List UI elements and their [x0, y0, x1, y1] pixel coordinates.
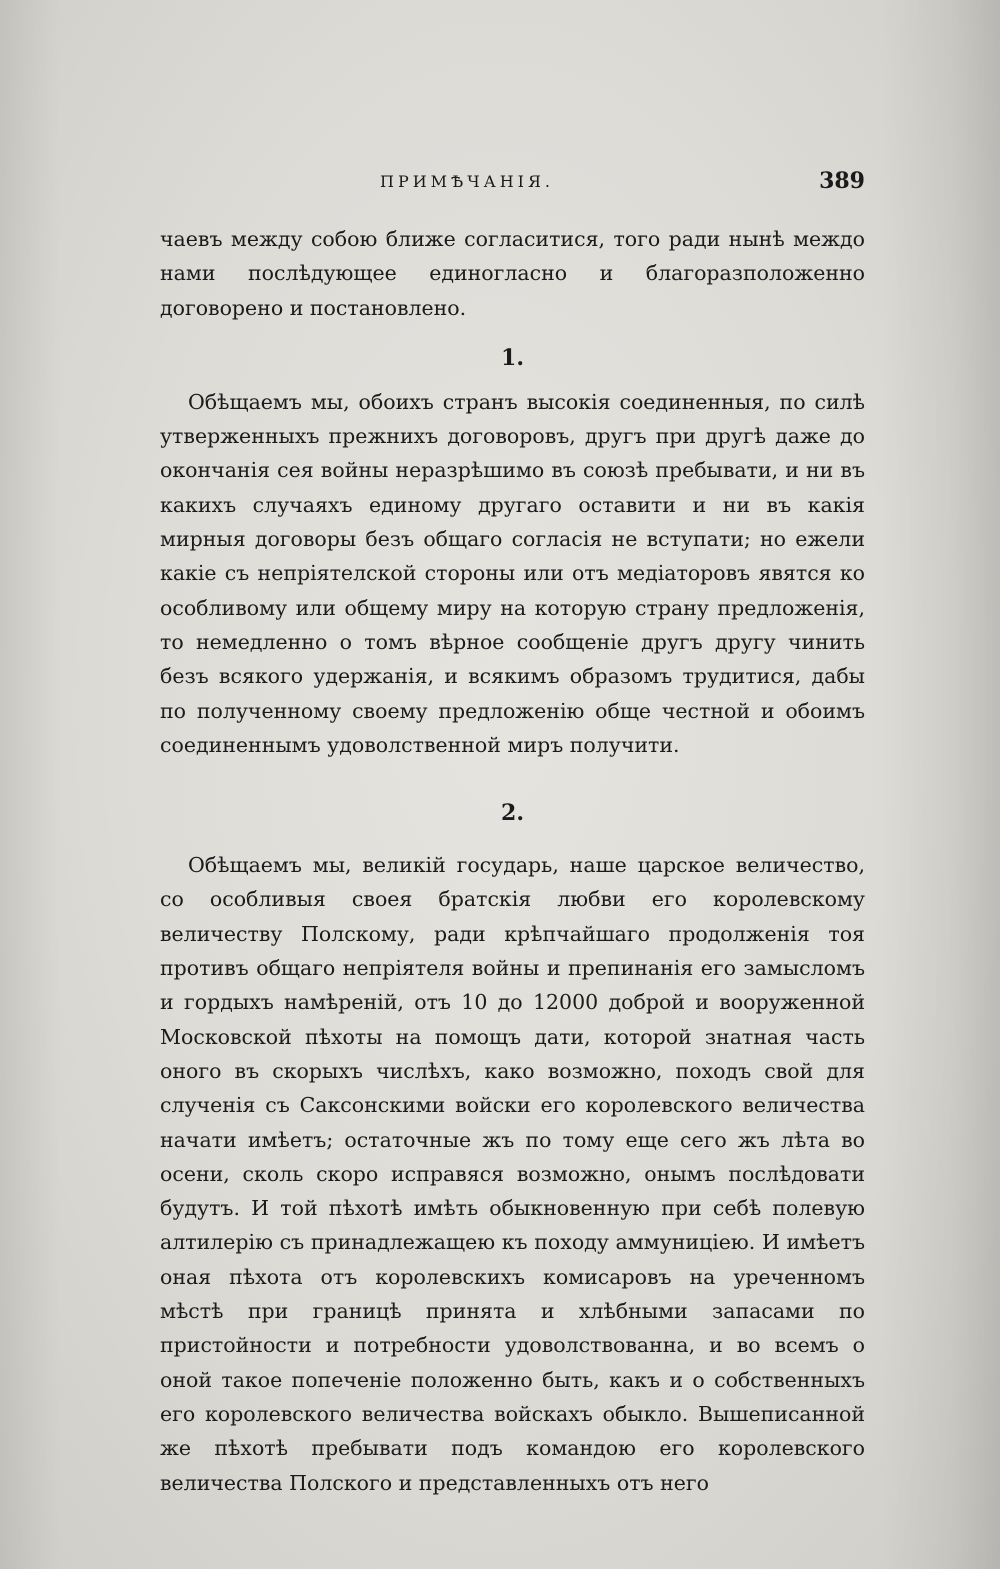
spine-shadow	[880, 0, 1000, 1569]
section-paragraph-2: Обѣщаемъ мы, великій государь, наше царское величество, со особливыя своея братскія любви его королевскому величеству Полскому, ради крѣпчайшаго продолженія тоя противъ общаго непріятеля войны и препинанія его замысломъ и гордыхъ намѣреній, отъ 10 до 12000 доброй и вооруженной Московской пѣхоты на помощъ дати, которой знатная часть оного въ скорыхъ числѣхъ, како возможно, походъ свой для слученія съ Саксонскими войски его королевского величества начати имѣетъ; остаточные жъ по тому еще сего жъ лѣта во осени, сколь скоро исправяся возможно, онымъ послѣдовати будутъ. И той пѣхотѣ имѣть обыкновенную при себѣ полевую алтилерію съ принадлежащею къ походу аммуниціею. И имѣетъ оная пѣхота отъ королевскихъ комисаровъ на уреченномъ мѣстѣ при границѣ принята и хлѣбными запасами по пристойности и потребности удоволствованна, и во всемъ о оной такое попеченіе положенно быть, какъ и о собственныхъ его королевского величества войскахъ обыкло. Вышеписанной же пѣхотѣ пребывати подъ командою его королевского величества Полского и представленныхъ отъ него	[160, 853, 865, 1495]
section-number-2: 2.	[501, 800, 524, 827]
page-number: 389	[819, 168, 865, 194]
page-body	[160, 222, 865, 1500]
running-head: ПРИМѢЧАНІЯ.	[380, 172, 555, 191]
page-header	[160, 168, 865, 198]
page-edge-shadow	[0, 0, 60, 1569]
section-number-1: 1.	[501, 344, 524, 371]
section-paragraph-1: Обѣщаемъ мы, обоихъ странъ высокія соединенныя, по силѣ утверженныхъ прежнихъ договоровъ, другъ при другѣ даже до окончанія сея войны неразрѣшимо въ союзѣ пребывати, и ни въ какихъ случаяхъ единому другаго оставити и ни въ какія мирныя договоры безъ общаго согласія не вступати; но ежели какіе съ непріятелской стороны или отъ медіаторовъ явятся ко особливому или общему миру на которую страну предложенія, то немедленно о томъ вѣрное сообщеніе другъ другу чинить безъ всякого удержанія, и всякимъ образомъ трудитися, дабы по полученному своему предложенію обще честной и обоимъ соединеннымъ удоволственной миръ получити.	[160, 389, 865, 757]
intro-paragraph: чаевъ между собою ближе согласитися, того ради нынѣ междо нами послѣдующее единогласно и благоразположенно договорено и постановлено.	[160, 227, 865, 320]
